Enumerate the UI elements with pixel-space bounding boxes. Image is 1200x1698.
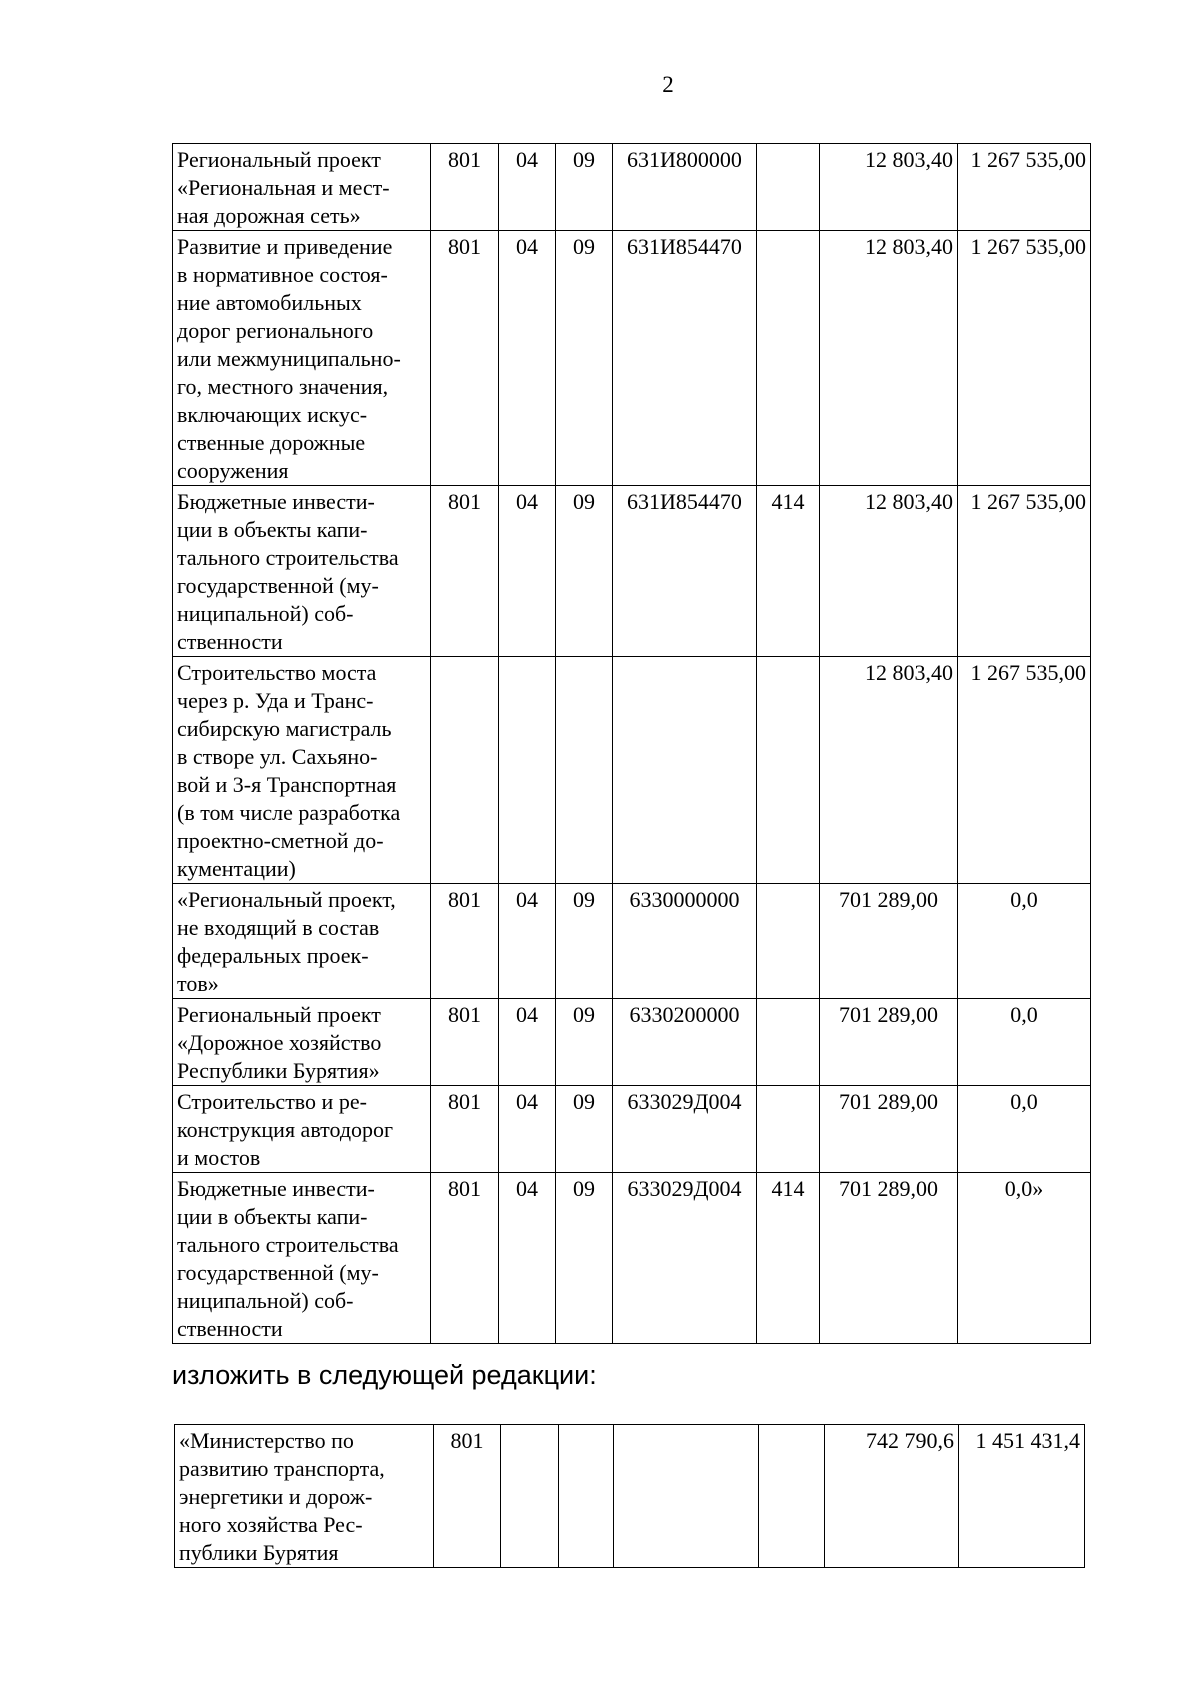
row-name-line: Строительство и ре- [177, 1089, 367, 1114]
grbs-cell: 801 [431, 144, 499, 231]
row-name-line: Развитие и приведение [177, 234, 393, 259]
csr-cell [613, 657, 757, 884]
budget-table-bottom [174, 1424, 1085, 1568]
vr-cell [757, 231, 820, 486]
row-name-line: Региональный проект [177, 1002, 381, 1027]
row-name-line: в створе ул. Сахьяно- [177, 744, 378, 769]
table-row [175, 1425, 1085, 1568]
vr-cell [757, 657, 820, 884]
row-name-line: ции в объекты капи- [177, 1204, 368, 1229]
sum1-cell: 701 289,00 [820, 1173, 958, 1344]
vr-cell [757, 1086, 820, 1173]
row-name-line: тального строительства [177, 545, 399, 570]
grbs-cell: 801 [431, 231, 499, 486]
instruction-text: изложить в следующей редакции: [172, 1360, 597, 1390]
row-name-line: го, местного значения, [177, 374, 389, 399]
pr-cell: 09 [556, 144, 613, 231]
table-row [173, 1086, 1091, 1173]
row-name-line: развитию транспорта, [179, 1456, 385, 1481]
row-name-line: сооружения [177, 458, 289, 483]
vr-cell: 414 [757, 486, 820, 657]
vr-cell [759, 1425, 825, 1568]
sum1-cell: 12 803,40 [820, 657, 958, 884]
table-row [173, 884, 1091, 999]
sum1-cell: 701 289,00 [820, 884, 958, 999]
row-name-line: в нормативное состоя- [177, 262, 388, 287]
csr-cell: 6330000000 [613, 884, 757, 999]
row-name-cell [173, 657, 431, 884]
grbs-cell: 801 [431, 884, 499, 999]
table-row [173, 999, 1091, 1086]
sum2-cell: 0,0 [958, 1086, 1091, 1173]
row-name-line: энергетики и дорож- [179, 1484, 373, 1509]
row-name-line: включающих искус- [177, 402, 368, 427]
row-name-line: ние автомобильных [177, 290, 362, 315]
rz-cell: 04 [499, 884, 556, 999]
vr-cell [757, 999, 820, 1086]
csr-cell: 631И854470 [613, 486, 757, 657]
row-name-line: государственной (му- [177, 573, 379, 598]
row-name-line: вой и 3-я Транспортная [177, 772, 397, 797]
row-name-line: проектно-сметной до- [177, 828, 384, 853]
rz-cell: 04 [499, 1173, 556, 1344]
row-name-cell [173, 231, 431, 486]
row-name-line: Бюджетные инвести- [177, 489, 375, 514]
row-name-line: федеральных проек- [177, 943, 369, 968]
rz-cell: 04 [499, 1086, 556, 1173]
row-name-line: не входящий в состав [177, 915, 380, 940]
row-name-cell [173, 144, 431, 231]
sum2-cell: 1 267 535,00 [958, 657, 1091, 884]
row-name-line: ственности [177, 1316, 283, 1341]
grbs-cell: 801 [431, 999, 499, 1086]
row-name-line: ная дорожная сеть» [177, 203, 361, 228]
sum1-cell: 12 803,40 [820, 486, 958, 657]
row-name-line: ниципальной) соб- [177, 601, 354, 626]
row-name-line: через р. Уда и Транс- [177, 688, 374, 713]
vr-cell [757, 884, 820, 999]
sum2-cell: 0,0 [958, 884, 1091, 999]
grbs-cell: 801 [431, 1086, 499, 1173]
row-name-line: ственности [177, 629, 283, 654]
row-name-cell [173, 999, 431, 1086]
rz-cell [499, 657, 556, 884]
row-name-line: тов» [177, 971, 219, 996]
table-row [173, 231, 1091, 486]
row-name-line: или межмуниципально- [177, 346, 401, 371]
csr-cell: 6330200000 [613, 999, 757, 1086]
sum1-cell: 12 803,40 [820, 231, 958, 486]
row-name-line: (в том числе разработка [177, 800, 401, 825]
csr-cell [614, 1425, 759, 1568]
row-name-line: публики Бурятия [179, 1540, 339, 1565]
rz-cell [501, 1425, 559, 1568]
csr-cell: 631И800000 [613, 144, 757, 231]
row-name-cell [173, 1173, 431, 1344]
row-name-line: ниципальной) соб- [177, 1288, 354, 1313]
rz-cell: 04 [499, 999, 556, 1086]
row-name-line: государственной (му- [177, 1260, 379, 1285]
row-name-line: «Дорожное хозяйство [177, 1030, 382, 1055]
row-name-cell [175, 1425, 434, 1568]
row-name-line: сибирскую магистраль [177, 716, 392, 741]
sum1-cell: 701 289,00 [820, 1086, 958, 1173]
sum1-cell: 701 289,00 [820, 999, 958, 1086]
sum2-cell: 1 267 535,00 [958, 231, 1091, 486]
vr-cell: 414 [757, 1173, 820, 1344]
row-name-line: Строительство моста [177, 660, 377, 685]
sum2-cell: 0,0 [958, 999, 1091, 1086]
row-name-line: «Региональный проект, [177, 887, 396, 912]
row-name-cell [173, 884, 431, 999]
table-row [173, 1173, 1091, 1344]
row-name-cell [173, 1086, 431, 1173]
pr-cell: 09 [556, 999, 613, 1086]
pr-cell [559, 1425, 614, 1568]
page-number: 2 [662, 72, 674, 97]
row-name-line: «Региональная и мест- [177, 175, 390, 200]
row-name-line: дорог регионального [177, 318, 374, 343]
csr-cell: 633029Д004 [613, 1086, 757, 1173]
pr-cell: 09 [556, 486, 613, 657]
pr-cell [556, 657, 613, 884]
grbs-cell: 801 [431, 486, 499, 657]
table-row [173, 144, 1091, 231]
sum2-cell: 1 451 431,4 [959, 1425, 1085, 1568]
budget-table-top [172, 143, 1091, 1344]
grbs-cell [431, 657, 499, 884]
vr-cell [757, 144, 820, 231]
row-name-line: Республики Бурятия» [177, 1058, 380, 1083]
row-name-line: ного хозяйства Рес- [179, 1512, 363, 1537]
sum2-cell: 1 267 535,00 [958, 144, 1091, 231]
row-name-line: тального строительства [177, 1232, 399, 1257]
row-name-line: «Министерство по [179, 1428, 354, 1453]
row-name-cell [173, 486, 431, 657]
rz-cell: 04 [499, 144, 556, 231]
rz-cell: 04 [499, 486, 556, 657]
sum2-cell: 1 267 535,00 [958, 486, 1091, 657]
row-name-line: ции в объекты капи- [177, 517, 368, 542]
sum1-cell: 742 790,6 [825, 1425, 959, 1568]
row-name-line: кументации) [177, 856, 296, 881]
csr-cell: 633029Д004 [613, 1173, 757, 1344]
sum1-cell: 12 803,40 [820, 144, 958, 231]
csr-cell: 631И854470 [613, 231, 757, 486]
pr-cell: 09 [556, 1173, 613, 1344]
pr-cell: 09 [556, 231, 613, 486]
row-name-line: Бюджетные инвести- [177, 1176, 375, 1201]
sum2-cell: 0,0» [958, 1173, 1091, 1344]
grbs-cell: 801 [431, 1173, 499, 1344]
row-name-line: и мостов [177, 1145, 261, 1170]
table-row [173, 657, 1091, 884]
pr-cell: 09 [556, 1086, 613, 1173]
row-name-line: ственные дорожные [177, 430, 366, 455]
grbs-cell: 801 [434, 1425, 501, 1568]
table-row [173, 486, 1091, 657]
pr-cell: 09 [556, 884, 613, 999]
rz-cell: 04 [499, 231, 556, 486]
row-name-line: Региональный проект [177, 147, 381, 172]
row-name-line: конструкция автодорог [177, 1117, 394, 1142]
